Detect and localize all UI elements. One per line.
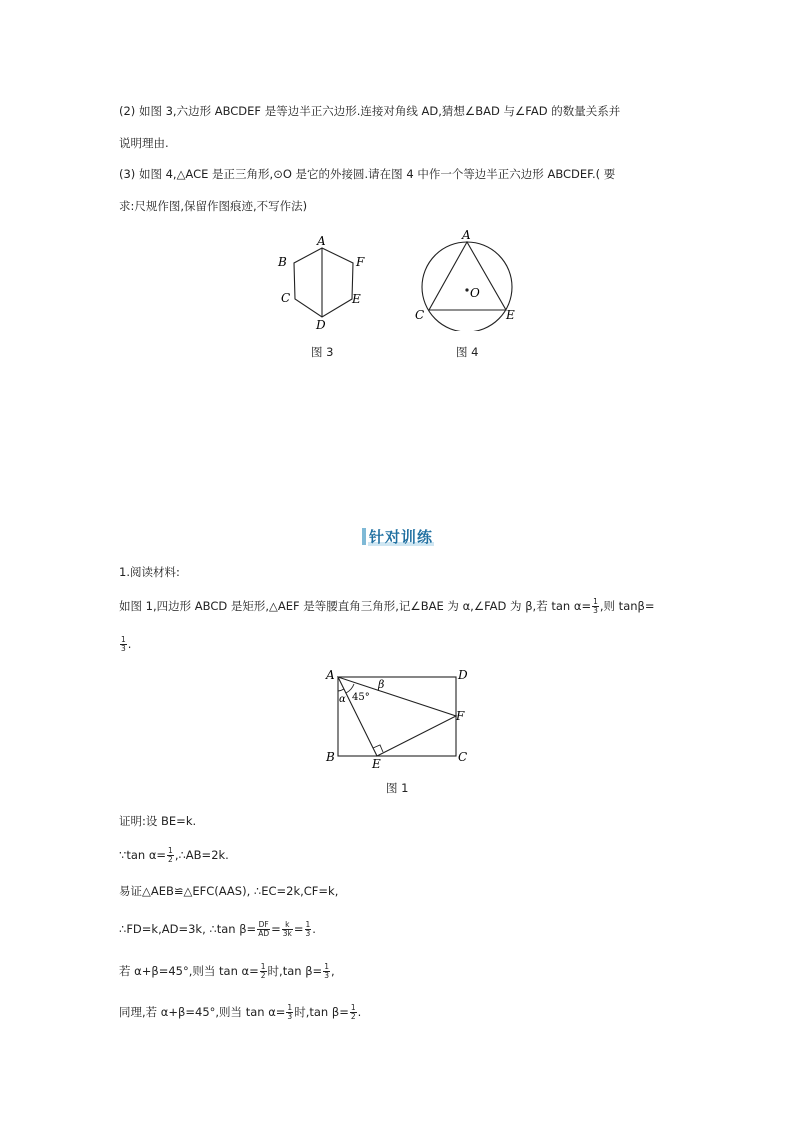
label-f: F bbox=[456, 709, 465, 723]
label-e: E bbox=[352, 292, 361, 306]
section-title-text: 针对训练 bbox=[369, 528, 434, 546]
proof-line-6: 同理,若 α+β=45°,则当 tan α= $\frac{1}{3}$ 时,tan β= $\frac{1}{2}$ . bbox=[119, 1003, 362, 1021]
label-c: C bbox=[415, 308, 425, 322]
problem-1-intro-answer: $\frac{1}{3}$ . bbox=[121, 635, 132, 653]
center-point bbox=[465, 288, 468, 291]
section-title bbox=[362, 525, 436, 547]
label-45-degrees: 45° bbox=[352, 692, 370, 703]
fraction-one-half: $\frac{1}{2}$ bbox=[260, 962, 266, 980]
label-c: C bbox=[281, 291, 291, 305]
label-d: D bbox=[458, 668, 468, 682]
fraction-one-third: $\frac{1}{3}$ bbox=[593, 597, 598, 615]
problem-1-heading: 1.阅读材料: bbox=[119, 565, 180, 579]
proof-line-4: ∴FD=k,AD=3k, ∴tan β= $\frac{DF}{AD}$ = $\frac{k}{3k}$ = $\frac{1}{3}$ . bbox=[119, 920, 316, 938]
fraction-one-third: $\frac{1}{3}$ bbox=[287, 1003, 293, 1021]
label-b: B bbox=[326, 750, 335, 764]
fraction-k-3k: $\frac{k}{3k}$ bbox=[282, 920, 292, 938]
q2-line2: 说明理由. bbox=[119, 136, 169, 150]
fraction-one-half: $\frac{1}{2}$ bbox=[168, 846, 173, 864]
section-title-bar bbox=[362, 528, 366, 545]
figure-4-caption: 图 4 bbox=[456, 345, 479, 359]
q3-line2: 求:尺规作图,保留作图痕迹,不写作法) bbox=[119, 199, 308, 213]
q3-line1: (3) 如图 4,△ACE 是正三角形,⊙O 是它的外接圆.请在图 4 中作一个等边半正六边形 ABCDEF.( 要 bbox=[119, 167, 616, 181]
proof-line-1: 证明:设 BE=k. bbox=[119, 814, 197, 828]
proof-line-3: 易证△AEB≌△EFC(AAS), ∴EC=2k,CF=k, bbox=[119, 884, 339, 898]
proof-line-5: 若 α+β=45°,则当 tan α= $\frac{1}{2}$ 时,tan β= $\frac{1}{3}$ , bbox=[119, 962, 335, 980]
equilateral-triangle bbox=[429, 242, 506, 310]
q2-line1: (2) 如图 3,六边形 ABCDEF 是等边半正六边形.连接对角线 AD,猜想∠BAD 与∠FAD 的数量关系并 bbox=[119, 104, 621, 118]
label-b: B bbox=[278, 255, 287, 269]
figure-1-caption: 图 1 bbox=[386, 781, 409, 795]
figure-3-hexagon bbox=[270, 228, 380, 338]
triangle-aef bbox=[338, 677, 456, 756]
problem-1-intro bbox=[119, 598, 655, 615]
fraction-one-half: $\frac{1}{2}$ bbox=[350, 1003, 356, 1021]
label-a: A bbox=[317, 234, 326, 248]
fraction-one-third: $\frac{1}{3}$ bbox=[324, 962, 329, 980]
label-a: A bbox=[462, 228, 471, 242]
rectangle-abcd bbox=[338, 677, 456, 756]
proof-line-2: ∵tan α= $\frac{1}{2}$ ,∴AB=2k. bbox=[119, 846, 229, 864]
label-e: E bbox=[506, 308, 515, 322]
label-d: D bbox=[316, 318, 326, 332]
label-alpha: α bbox=[339, 694, 346, 705]
angle-arc-alpha bbox=[338, 689, 344, 691]
hexagon-shape bbox=[294, 248, 353, 317]
label-f: F bbox=[356, 255, 365, 269]
label-c: C bbox=[458, 750, 468, 764]
figure-1-rectangle bbox=[320, 664, 480, 774]
circumcircle bbox=[422, 242, 512, 331]
fraction-one-third: $\frac{1}{3}$ bbox=[305, 920, 311, 938]
label-e: E bbox=[372, 757, 381, 771]
label-a: A bbox=[326, 668, 335, 682]
figure-4-circle-triangle bbox=[410, 226, 525, 331]
label-o: O bbox=[470, 286, 480, 300]
intro-text-b: ,则 tanβ= bbox=[599, 599, 655, 613]
fraction-one-third: $\frac{1}{3}$ bbox=[121, 635, 126, 653]
label-beta: β bbox=[378, 678, 385, 691]
fraction-df-ad: $\frac{DF}{AD}$ bbox=[258, 920, 270, 938]
figure-3-caption: 图 3 bbox=[311, 345, 334, 359]
intro-text-a: 如图 1,四边形 ABCD 是矩形,△AEF 是等腰直角三角形,记∠BAE 为 α,∠FAD 为 β,若 tan α= bbox=[119, 599, 592, 613]
